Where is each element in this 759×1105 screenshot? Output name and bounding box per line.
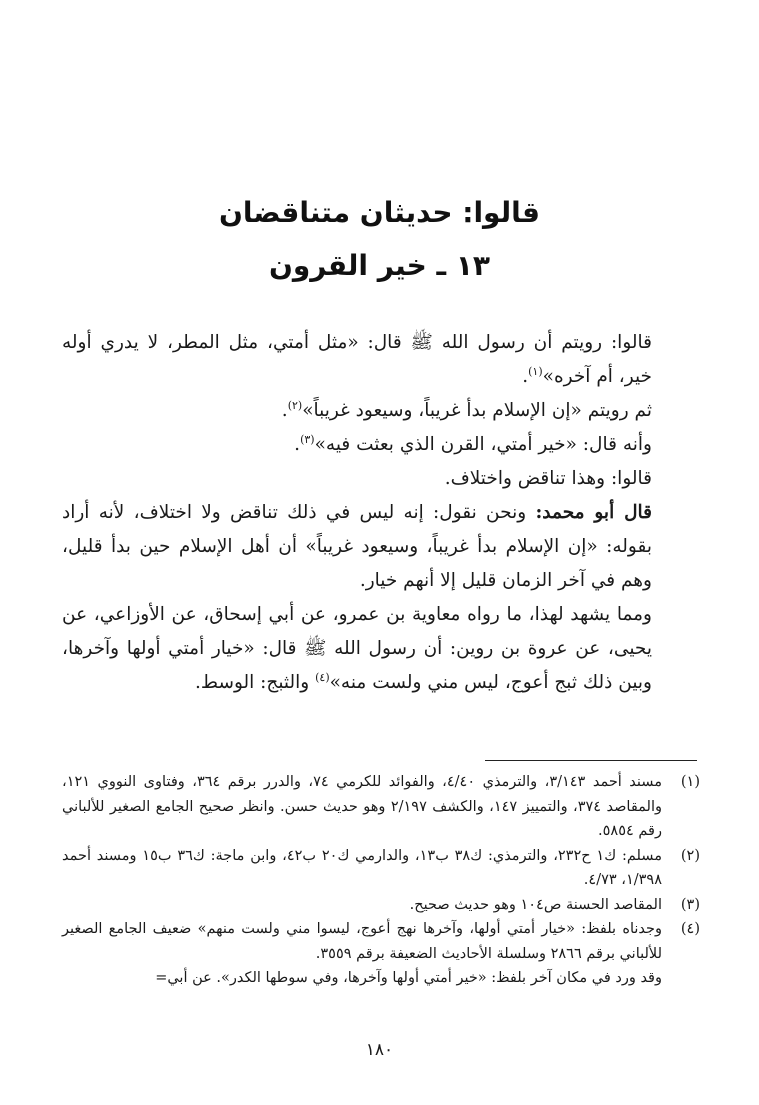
paragraph: ثم رويتم «إن الإسلام بدأ غريباً، وسيعود غريباً»$^{(٢)}$. [281,398,652,421]
paragraph: قالوا: رويتم أن رسول الله ﷺ قال: «مثل أمتي، مثل المطر، لا يدري أوله خير، أم آخره»$^{(١)}$. [62,332,652,387]
footnote-ref: (٢) [287,398,303,412]
footnote-number: (١) [680,774,700,790]
paragraph: قالوا: وهذا تناقض واختلاف. [444,468,652,489]
footnote [62,770,700,844]
footnote-number: (٢) [680,847,700,864]
section-heading: ١٣ ـ خير القرون [268,249,490,282]
page-number: ١٨٠ [365,1040,394,1060]
footnote-ref: (٣) [300,432,315,446]
footnote-number: (٣) [680,896,700,913]
footnote-number: (٤) [680,921,700,937]
footnote-continuation: وقد ورد في مكان آخر بلفظ: «خير أمتي أولها وآخرها، وفي سوطها الكدر». عن أبي= [155,970,662,986]
speaker-label: قال أبو محمد: [535,502,652,523]
paragraph: قال أبو محمد: ونحن نقول: إنه ليس في ذلك تناقض ولا اختلاف، لأنه أراد بقوله: «إن الإسلام بدأ غريباً، وسيعود غريباً» أن أهل الإسلام حين بدأ قليل، وهم في آخر الزمان قليل إلا أنهم خيار. [62,502,652,591]
footnote-ref: (١) [528,364,543,378]
footnote [62,844,700,893]
main-text [62,326,700,700]
footnote-text: مسند أحمد ٣/١٤٣، والترمذي ٤/٤٠، والفوائد للكرمي ٧٤، والدرر برقم ٣٦٤، وفتاوى النووي ١٢١، والمقاصد ٣٧٤، والتمييز ١٤٧، والكشف ٢/١٩٧ وهو حديث حسن. وانظر صحيح الجامع الصغير للألباني رقم ٥٨٥٤. [62,774,662,839]
footnotes [62,770,700,991]
footnote-text: وجدناه بلفظ: «خيار أمتي أولها، وآخرها نهج أعوج، ليسوا مني ولست منهم» ضعيف الجامع الصغير للألباني برقم ٢٨٦٦ وسلسلة الأحاديث الضعيفة برقم ٣٥٥٩. [62,921,662,962]
footnote-text: المقاصد الحسنة ص١٠٤ وهو حديث صحيح. [409,896,662,913]
chapter-heading: قالوا: حديثان متناقضان [219,196,540,229]
footnote [62,917,700,966]
footnote-divider [485,760,697,761]
paragraph: وأنه قال: «خير أمتي، القرن الذي بعثت فيه»$^{(٣)}$. [294,432,652,455]
paragraph: ومما يشهد لهذا، ما رواه معاوية بن عمرو، عن أبي إسحاق، عن الأوزاعي، عن يحيى، عن عروة بن روين: أن رسول الله ﷺ قال: «خيار أمتي أولها وآخرها، وبين ذلك ثبج أعوج، ليس مني ولست منه»$^{(٤)}$ والثبج: الوسط. [62,604,652,693]
footnote-text: مسلم: ك١ ح٢٣٢، والترمذي: ك٣٨ ب١٣، والدارمي ك٢٠ ب٤٢، وابن ماجة: ك٣٦ ب١٥ ومسند أحمد ١/٣٩٨، ٤/٧٣. [62,847,663,888]
footnote-ref: (٤) [315,670,330,684]
footnote [62,893,700,918]
